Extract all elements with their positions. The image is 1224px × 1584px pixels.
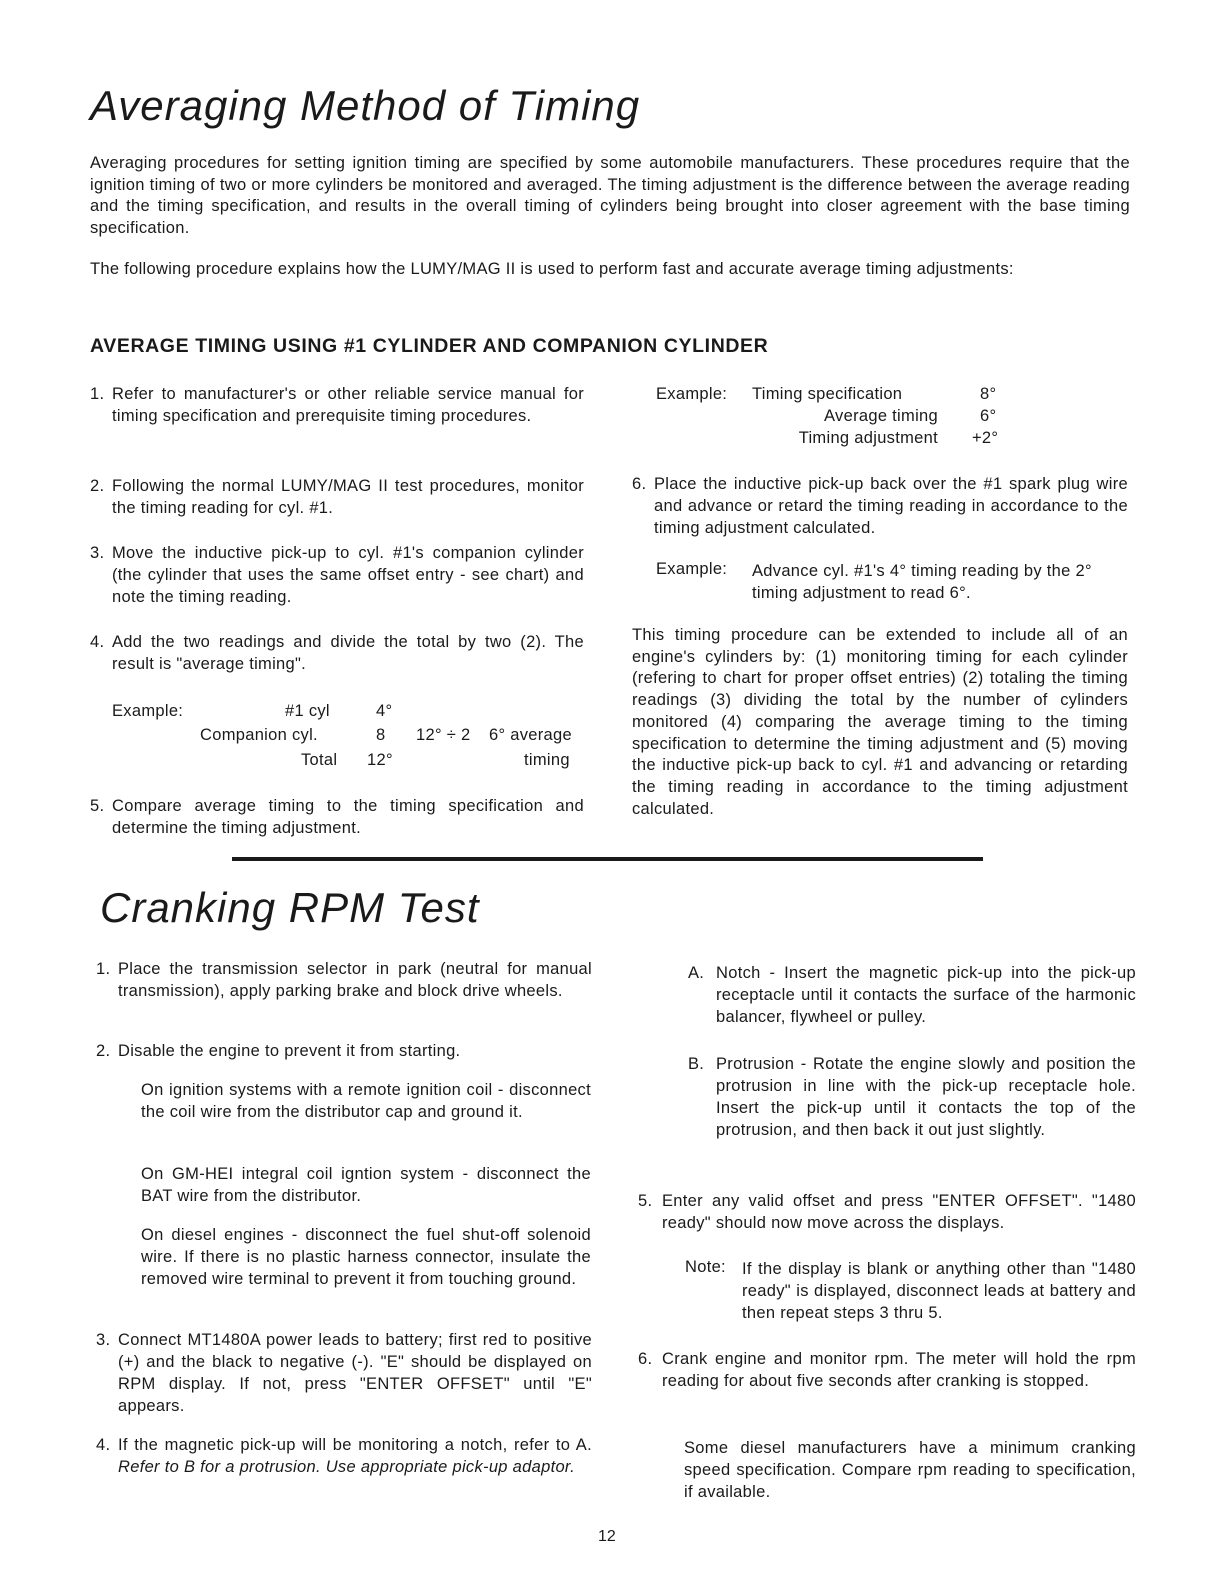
- example-cell: Companion cyl.: [200, 726, 318, 744]
- intro-paragraph-2: The following procedure explains how the LUMY/MAG II is used to perform fast and accurate average timing adjustments:: [90, 260, 1014, 278]
- list-item: 5. Enter any valid offset and press "ENTER OFFSET". "1480 ready" should now move across the displays.: [638, 1192, 1136, 1232]
- list-item: A. Notch - Insert the magnetic pick-up into the pick-up receptacle until it contacts the surface of the harmonic balancer, flywheel or pulley.: [688, 964, 1136, 1026]
- list-item: B. Protrusion - Rotate the engine slowly and position the protrusion in line with the pick-up receptacle hole. Insert the pick-up until it contacts the top of the protrusion, and then back it out just slightly.: [688, 1055, 1136, 1139]
- example-cell: +2°: [972, 429, 999, 447]
- closing-paragraph: This timing procedure can be extended to include all of an engine's cylinders by: (1) monitoring timing for each cylinder (refering to chart for proper offset entries) (2) totaling the timing readings (3) dividing the total by the number of cylinders monitored (4) comparing the average timing to the timing specification to determine the timing adjustment and (5) moving the inductive pick-up back to cyl. #1 and advancing or retarding the timing reading in accordance to the timing adjustment calculated.: [632, 626, 1128, 818]
- page-number: 12: [598, 1528, 616, 1545]
- example-cell: 6° average: [489, 726, 572, 744]
- example-cell: Total: [301, 751, 338, 769]
- example-cell: Timing adjustment: [798, 429, 938, 447]
- section-subheading: AVERAGE TIMING USING #1 CYLINDER AND COMPANION CYLINDER: [90, 335, 769, 357]
- example-cell: 12° ÷ 2: [416, 726, 471, 744]
- example-cell: 6°: [980, 407, 997, 425]
- example-text: Advance cyl. #1's 4° timing reading by the 2° timing adjustment to read 6°.: [752, 562, 1092, 602]
- list-item: 5. Compare average timing to the timing specification and determine the timing adjustment.: [90, 797, 584, 837]
- sub-paragraph: Some diesel manufacturers have a minimum cranking speed specification. Compare rpm reading to specification, if available.: [684, 1439, 1136, 1501]
- example-cell: 4°: [376, 702, 393, 720]
- example-cell: Timing specification: [752, 385, 903, 403]
- example-cell: 8: [376, 726, 386, 744]
- list-item: 3. Connect MT1480A power leads to battery; first red to positive (+) and the black to negative (-). "E" should be displayed on RPM display. If not, press "ENTER OFFSET" until "E" appears.: [96, 1331, 592, 1415]
- list-item: 2. Following the normal LUMY/MAG II test procedures, monitor the timing reading for cyl. #1.: [90, 477, 584, 517]
- sub-paragraph: On diesel engines - disconnect the fuel shut-off solenoid wire. If there is no plastic harness connector, insulate the removed wire terminal to prevent it from touching ground.: [141, 1226, 591, 1288]
- list-item: 1. Refer to manufacturer's or other reliable service manual for timing specification and prerequisite timing procedures.: [90, 385, 584, 425]
- page-title-cranking: Cranking RPM Test: [100, 884, 480, 931]
- example-label: Example:: [112, 702, 184, 720]
- list-item: 6. Place the inductive pick-up back over the #1 spark plug wire and advance or retard the timing reading in accordance to the timing adjustment calculated.: [632, 475, 1128, 537]
- example-cell: 12°: [367, 751, 393, 769]
- sub-paragraph: On GM-HEI integral coil igntion system - disconnect the BAT wire from the distributor.: [141, 1165, 591, 1205]
- page-title-averaging: Averaging Method of Timing: [90, 82, 641, 129]
- list-item: 2. Disable the engine to prevent it from starting.: [96, 1042, 461, 1060]
- example-label: Example:: [656, 560, 728, 578]
- sub-paragraph: On ignition systems with a remote ignition coil - disconnect the coil wire from the distributor cap and ground it.: [141, 1081, 591, 1121]
- list-item: 1. Place the transmission selector in park (neutral for manual transmission), apply parking brake and block drive wheels.: [96, 960, 592, 1000]
- example-cell: 8°: [980, 385, 997, 403]
- example-cell: Average timing: [824, 407, 938, 425]
- note-text: If the display is blank or anything other than "1480 ready" is displayed, disconnect leads at battery and then repeat steps 3 thru 5.: [742, 1260, 1136, 1322]
- list-item: 3. Move the inductive pick-up to cyl. #1's companion cylinder (the cylinder that uses the same offset entry - see chart) and note the timing reading.: [90, 544, 584, 606]
- section-divider: [232, 857, 983, 861]
- intro-paragraph: Averaging procedures for setting ignition timing are specified by some automobile manufacturers. These procedures require that the ignition timing of two or more cylinders be monitored and averaged. The timing adjustment is the difference between the average reading and the timing specification, and results in the overall timing of cylinders being brought into closer agreement with the base timing specification.: [90, 154, 1130, 237]
- list-item: 6. Crank engine and monitor rpm. The meter will hold the rpm reading for about five seconds after cranking is stopped.: [638, 1350, 1136, 1390]
- example-label: Example:: [656, 385, 728, 403]
- list-item: 4. If the magnetic pick-up will be monitoring a notch, refer to A. Refer to B for a protrusion. Use appropriate pick-up adaptor.: [96, 1436, 592, 1476]
- list-item: 4. Add the two readings and divide the total by two (2). The result is "average timing".: [90, 633, 584, 673]
- example-cell: timing: [524, 751, 570, 769]
- example-cell: #1 cyl: [285, 702, 330, 720]
- note-label: Note:: [685, 1258, 726, 1276]
